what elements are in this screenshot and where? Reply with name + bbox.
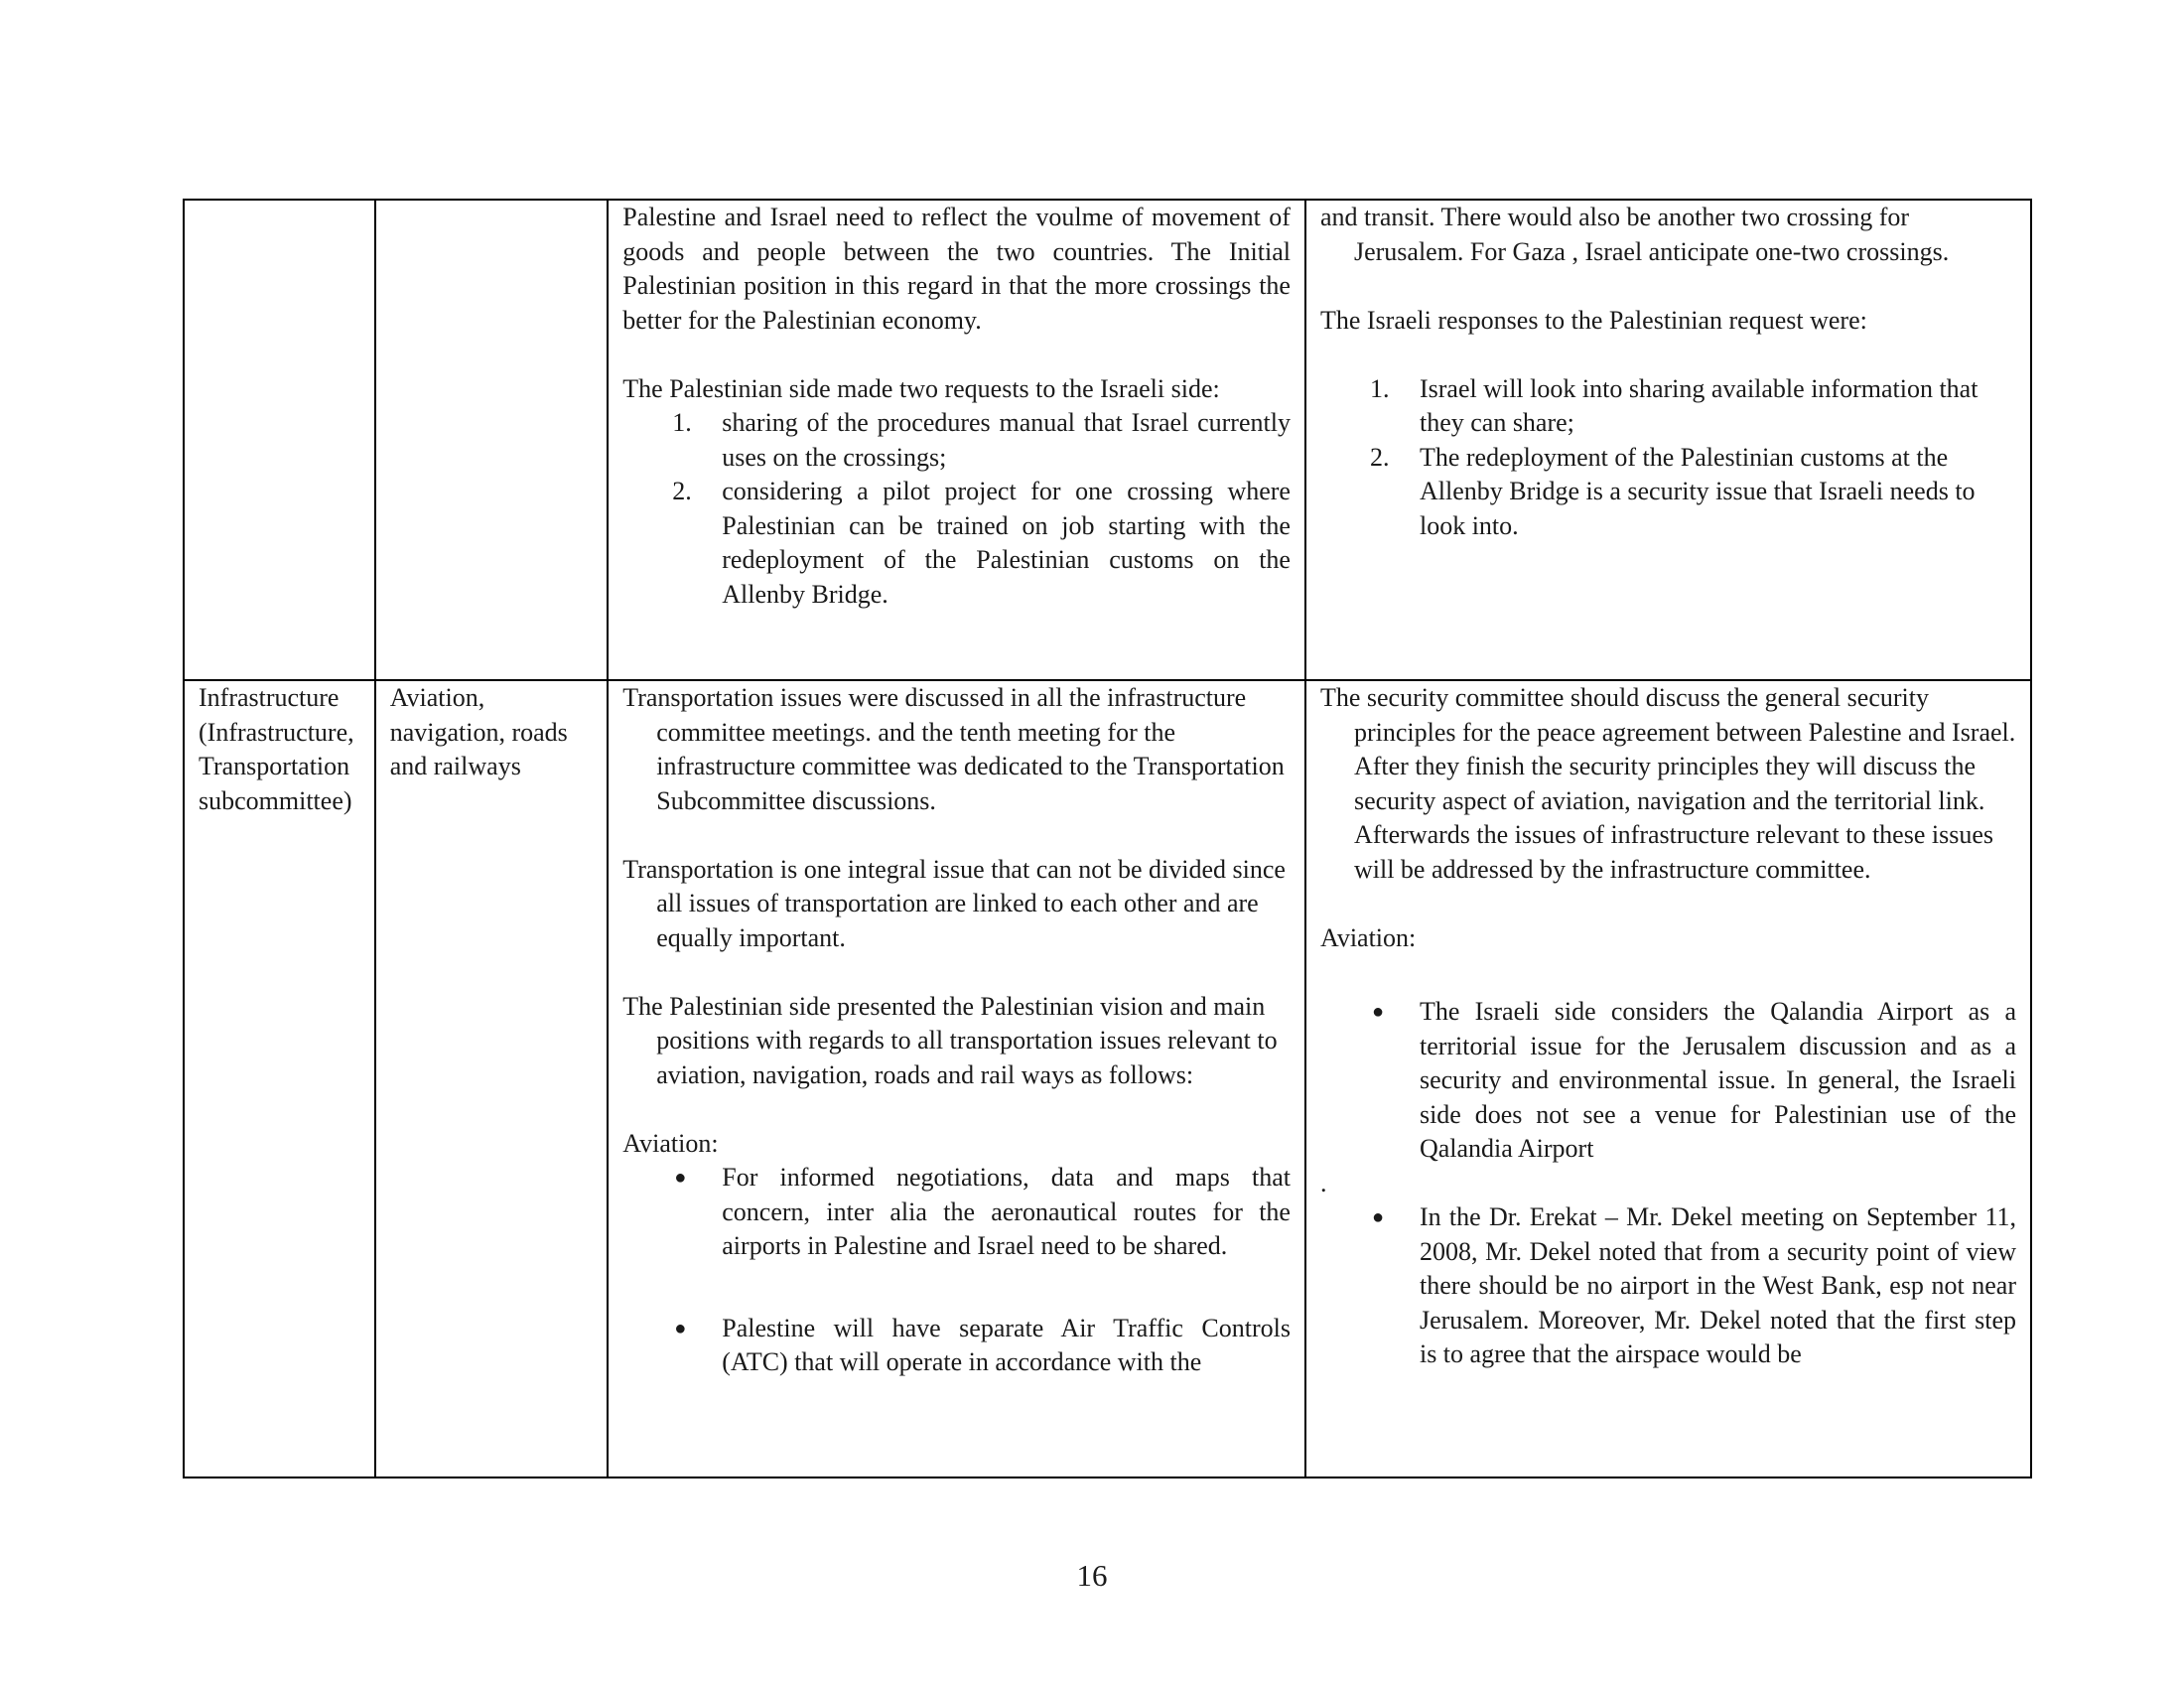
list-item-text: The Israeli side considers the Qalandia Airport as a territorial issue for the Jerusalem discussion and as a security and environmental issue. In general, the Israeli side does not see a venue for Palestinian use of the Qalandia Airport xyxy=(1419,997,2016,1163)
list-item xyxy=(622,1312,1291,1380)
paragraph: The security committee should discuss the general security principles for the peace agreement between Palestine and Israel. After they finish the security principles they will discuss the security aspect of aviation, navigation and the territorial link. Afterwards the issues of infrastructure relevant to these issues will be addressed by the infrastructure committee. xyxy=(1319,683,2016,884)
bullet-icon: ● xyxy=(674,1317,687,1339)
stray-period: . xyxy=(1319,1168,1327,1197)
section-heading: Aviation: xyxy=(622,1128,719,1158)
list-item xyxy=(622,406,1291,475)
list-item xyxy=(622,1161,1291,1264)
numbered-list xyxy=(622,406,1291,612)
list-item xyxy=(1320,441,2016,544)
paragraph: Transportation is one integral issue that can not be divided since all issues of transportation are linked to each other and are equally important. xyxy=(622,854,1286,952)
paragraph: Transportation issues were discussed in all the infrastructure committee meetings. and the tenth meeting for the infrastructure committee was dedicated to the Transportation Subcommittee discussions. xyxy=(622,683,1285,815)
topic-cell: Infrastructure (Infrastructure, Transportation subcommittee) xyxy=(184,680,375,1477)
topic-cell xyxy=(184,200,375,680)
israeli-position-cell xyxy=(1305,200,2031,680)
table-row xyxy=(184,680,2031,1477)
paragraph: The Israeli responses to the Palestinian request were: xyxy=(1319,305,1867,335)
list-item-text: Israel will look into sharing available information that they can share; xyxy=(1419,373,1979,437)
bullet-icon: ● xyxy=(674,1167,687,1189)
israeli-position-cell xyxy=(1305,680,2031,1477)
list-item xyxy=(622,475,1291,612)
palestinian-position-cell xyxy=(608,200,1305,680)
bullet-list xyxy=(1320,995,2016,1167)
list-item-text: For informed negotiations, data and maps that concern, inter alia the aeronautical routes for the airports in Palestine and Israel need to be shared. xyxy=(722,1163,1291,1260)
list-item-text: Palestine will have separate Air Traffic Controls (ATC) that will operate in accordance with the xyxy=(722,1313,1291,1376)
list-item xyxy=(1320,372,2016,441)
list-item-text: The redeployment of the Palestinian customs at the Allenby Bridge is a security issue that Israeli needs to look into. xyxy=(1419,442,1976,540)
bullet-icon: ● xyxy=(1371,1001,1385,1023)
section-heading: Aviation: xyxy=(1319,922,1417,952)
bullet-list xyxy=(622,1161,1291,1380)
bullet-icon: ● xyxy=(1371,1206,1385,1228)
list-marker: 1. xyxy=(1369,373,1390,403)
negotiation-table xyxy=(183,199,2032,1478)
list-item-text: considering a pilot project for one crossing where Palestinian can be trained on job starting with the redeployment of the Palestinian customs on the Allenby Bridge. xyxy=(722,477,1291,609)
subtopic-cell: Aviation, navigation, roads and railways xyxy=(375,680,609,1477)
list-item-text: In the Dr. Erekat – Mr. Dekel meeting on September 11, 2008, Mr. Dekel noted that from a security point of view there should be no airport in the West Bank, esp not near Jerusalem. Moreover, Mr. Dekel noted that the first step is to agree that the airspace would be xyxy=(1419,1202,2016,1368)
paragraph: Palestine and Israel need to reflect the voulme of movement of goods and people between the two countries. The Initial Palestinian position in this regard in that the more crossings the better for the Palestinian economy. xyxy=(622,203,1291,335)
page-number: 16 xyxy=(1076,1558,1108,1593)
list-marker: 2. xyxy=(1369,442,1390,472)
palestinian-position-cell xyxy=(608,680,1305,1477)
list-marker: 2. xyxy=(672,477,692,505)
paragraph: The Palestinian side made two requests to the Israeli side: xyxy=(622,373,1220,403)
bullet-list xyxy=(1320,1200,2016,1372)
list-item xyxy=(1320,995,2016,1167)
paragraph: The Palestinian side presented the Palestinian vision and main positions with regards to all transportation issues relevant to aviation, navigation, roads and rail ways as follows: xyxy=(622,991,1278,1089)
numbered-list xyxy=(1320,372,2016,544)
list-marker: 1. xyxy=(672,408,692,437)
table-row xyxy=(184,200,2031,680)
list-item xyxy=(1320,1200,2016,1372)
subtopic-cell xyxy=(375,200,609,680)
list-item-text: sharing of the procedures manual that Israel currently uses on the crossings; xyxy=(722,408,1291,472)
paragraph: and transit. There would also be another two crossing for Jerusalem. For Gaza , Israel anticipate one-two crossings. xyxy=(1319,203,1950,266)
